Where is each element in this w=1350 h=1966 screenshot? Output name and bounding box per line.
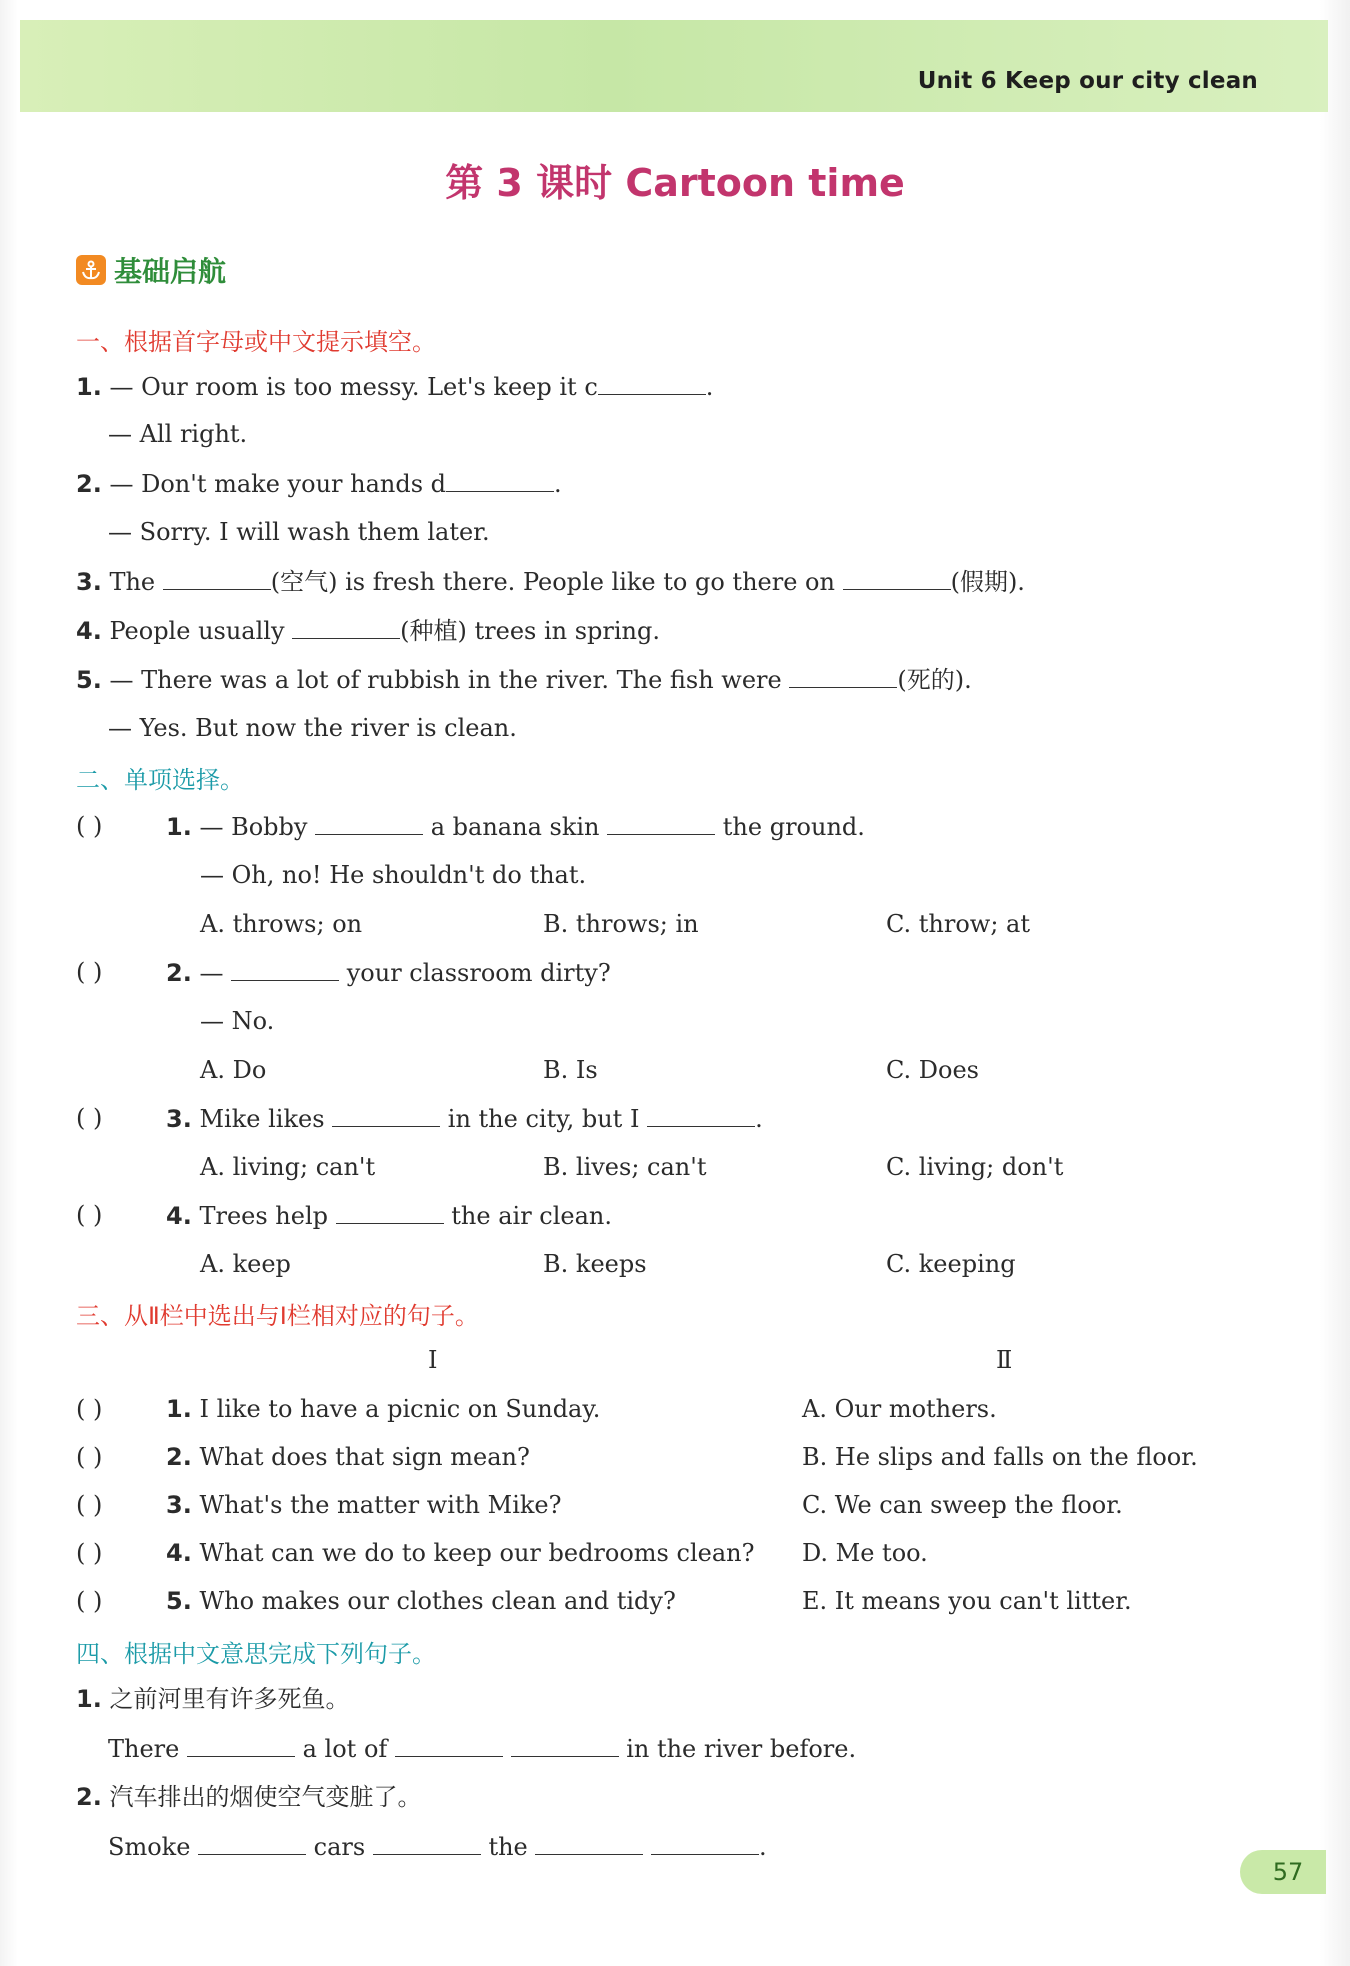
p1-item1-line1: 1. — Our room is too messy. Let's keep it c .: [76, 370, 713, 403]
blank[interactable]: [336, 1199, 444, 1224]
part2-heading: 二、单项选择。: [76, 766, 244, 794]
p2-q1-line1: 1. — Bobby a banana skin the ground.: [166, 810, 865, 843]
unit-title: Unit 6 Keep our city clean: [917, 68, 1258, 94]
answer-paren[interactable]: ( ): [76, 1395, 103, 1423]
p3-item1: 1. I like to have a picnic on Sunday.: [166, 1395, 601, 1423]
blank[interactable]: [187, 1732, 295, 1757]
p2-q1-line2: — Oh, no! He shouldn't do that.: [200, 861, 587, 889]
blank[interactable]: [292, 614, 400, 639]
blank[interactable]: [373, 1830, 481, 1855]
blank[interactable]: [598, 370, 706, 395]
p1-item5-line2: — Yes. But now the river is clean.: [108, 714, 517, 742]
section-heading: [76, 250, 226, 290]
p3-item3: 3. What's the matter with Mike?: [166, 1491, 562, 1519]
p1-item5-line1: 5. — There was a lot of rubbish in the river. The fish were (死的).: [76, 663, 972, 696]
blank[interactable]: [315, 810, 423, 835]
p3-answer-c: C. We can sweep the floor.: [802, 1491, 1123, 1519]
answer-paren[interactable]: ( ): [76, 1201, 103, 1229]
blank[interactable]: [843, 565, 951, 590]
blank[interactable]: [446, 467, 554, 492]
p3-item5: 5. Who makes our clothes clean and tidy?: [166, 1587, 676, 1615]
answer-paren[interactable]: ( ): [76, 958, 103, 986]
p3-answer-b: B. He slips and falls on the floor.: [802, 1443, 1198, 1471]
p2-q3-option-a[interactable]: A. living; can't: [200, 1153, 376, 1181]
blank[interactable]: [651, 1830, 759, 1855]
blank[interactable]: [607, 810, 715, 835]
p3-item2: 2. What does that sign mean?: [166, 1443, 530, 1471]
answer-paren[interactable]: ( ): [76, 1443, 103, 1471]
p2-q3-option-c[interactable]: C. living; don't: [886, 1153, 1064, 1181]
anchor-icon: [76, 255, 106, 285]
answer-paren[interactable]: ( ): [76, 1491, 103, 1519]
section-label: 基础启航: [114, 255, 227, 288]
answer-paren[interactable]: ( ): [76, 812, 103, 840]
blank[interactable]: [511, 1732, 619, 1757]
p2-q1-option-c[interactable]: C. throw; at: [886, 910, 1030, 938]
p4-item2-chinese: 2. 汽车排出的烟使空气变脏了。: [76, 1783, 422, 1811]
header-band: [20, 20, 1328, 112]
blank[interactable]: [332, 1102, 440, 1127]
blank[interactable]: [231, 956, 339, 981]
p1-item3: 3. The (空气) is fresh there. People like to go there on (假期).: [76, 565, 1025, 598]
column-ii-header: Ⅱ: [996, 1346, 1013, 1374]
p4-item2-english: Smoke cars the .: [108, 1830, 767, 1863]
p2-q4-option-c[interactable]: C. keeping: [886, 1250, 1016, 1278]
answer-paren[interactable]: ( ): [76, 1104, 103, 1132]
p1-item2-line1: 2. — Don't make your hands d .: [76, 467, 562, 500]
lesson-title: 第 3 课时 Cartoon time: [445, 161, 905, 205]
blank[interactable]: [163, 565, 271, 590]
blank[interactable]: [789, 663, 897, 688]
blank[interactable]: [647, 1102, 755, 1127]
part3-heading: 三、从Ⅱ栏中选出与Ⅰ栏相对应的句子。: [76, 1302, 479, 1330]
part4-heading: 四、根据中文意思完成下列句子。: [76, 1640, 436, 1668]
p2-q2-option-a[interactable]: A. Do: [200, 1056, 267, 1084]
blank[interactable]: [198, 1830, 306, 1855]
p1-item4: 4. People usually (种植) trees in spring.: [76, 614, 660, 647]
p2-q4-option-a[interactable]: A. keep: [200, 1250, 291, 1278]
p1-item1-line2: — All right.: [108, 420, 248, 448]
column-i-header: Ⅰ: [428, 1346, 438, 1374]
answer-paren[interactable]: ( ): [76, 1587, 103, 1615]
page-number: 57: [1240, 1850, 1326, 1894]
p3-answer-d: D. Me too.: [802, 1539, 928, 1567]
blank[interactable]: [535, 1830, 643, 1855]
p4-item1-chinese: 1. 之前河里有许多死鱼。: [76, 1685, 350, 1713]
p2-q2-option-c[interactable]: C. Does: [886, 1056, 979, 1084]
p3-answer-a: A. Our mothers.: [802, 1395, 997, 1423]
p2-q2-option-b[interactable]: B. Is: [543, 1056, 598, 1084]
p2-q4-option-b[interactable]: B. keeps: [543, 1250, 647, 1278]
blank[interactable]: [395, 1732, 503, 1757]
p2-q1-option-a[interactable]: A. throws; on: [200, 910, 363, 938]
p2-q2-line1: 2. — your classroom dirty?: [166, 956, 611, 989]
p4-item1-english: There a lot of in the river before.: [108, 1732, 856, 1765]
p2-q2-line2: — No.: [200, 1007, 275, 1035]
p3-answer-e: E. It means you can't litter.: [802, 1587, 1132, 1615]
p2-q3-option-b[interactable]: B. lives; can't: [543, 1153, 707, 1181]
p1-item2-line2: — Sorry. I will wash them later.: [108, 518, 490, 546]
p2-q3-line1: 3. Mike likes in the city, but I .: [166, 1102, 763, 1135]
p2-q1-option-b[interactable]: B. throws; in: [543, 910, 699, 938]
p3-item4: 4. What can we do to keep our bedrooms clean?: [166, 1539, 755, 1567]
answer-paren[interactable]: ( ): [76, 1539, 103, 1567]
p2-q4-line1: 4. Trees help the air clean.: [166, 1199, 612, 1232]
part1-heading: 一、根据首字母或中文提示填空。: [76, 328, 436, 356]
